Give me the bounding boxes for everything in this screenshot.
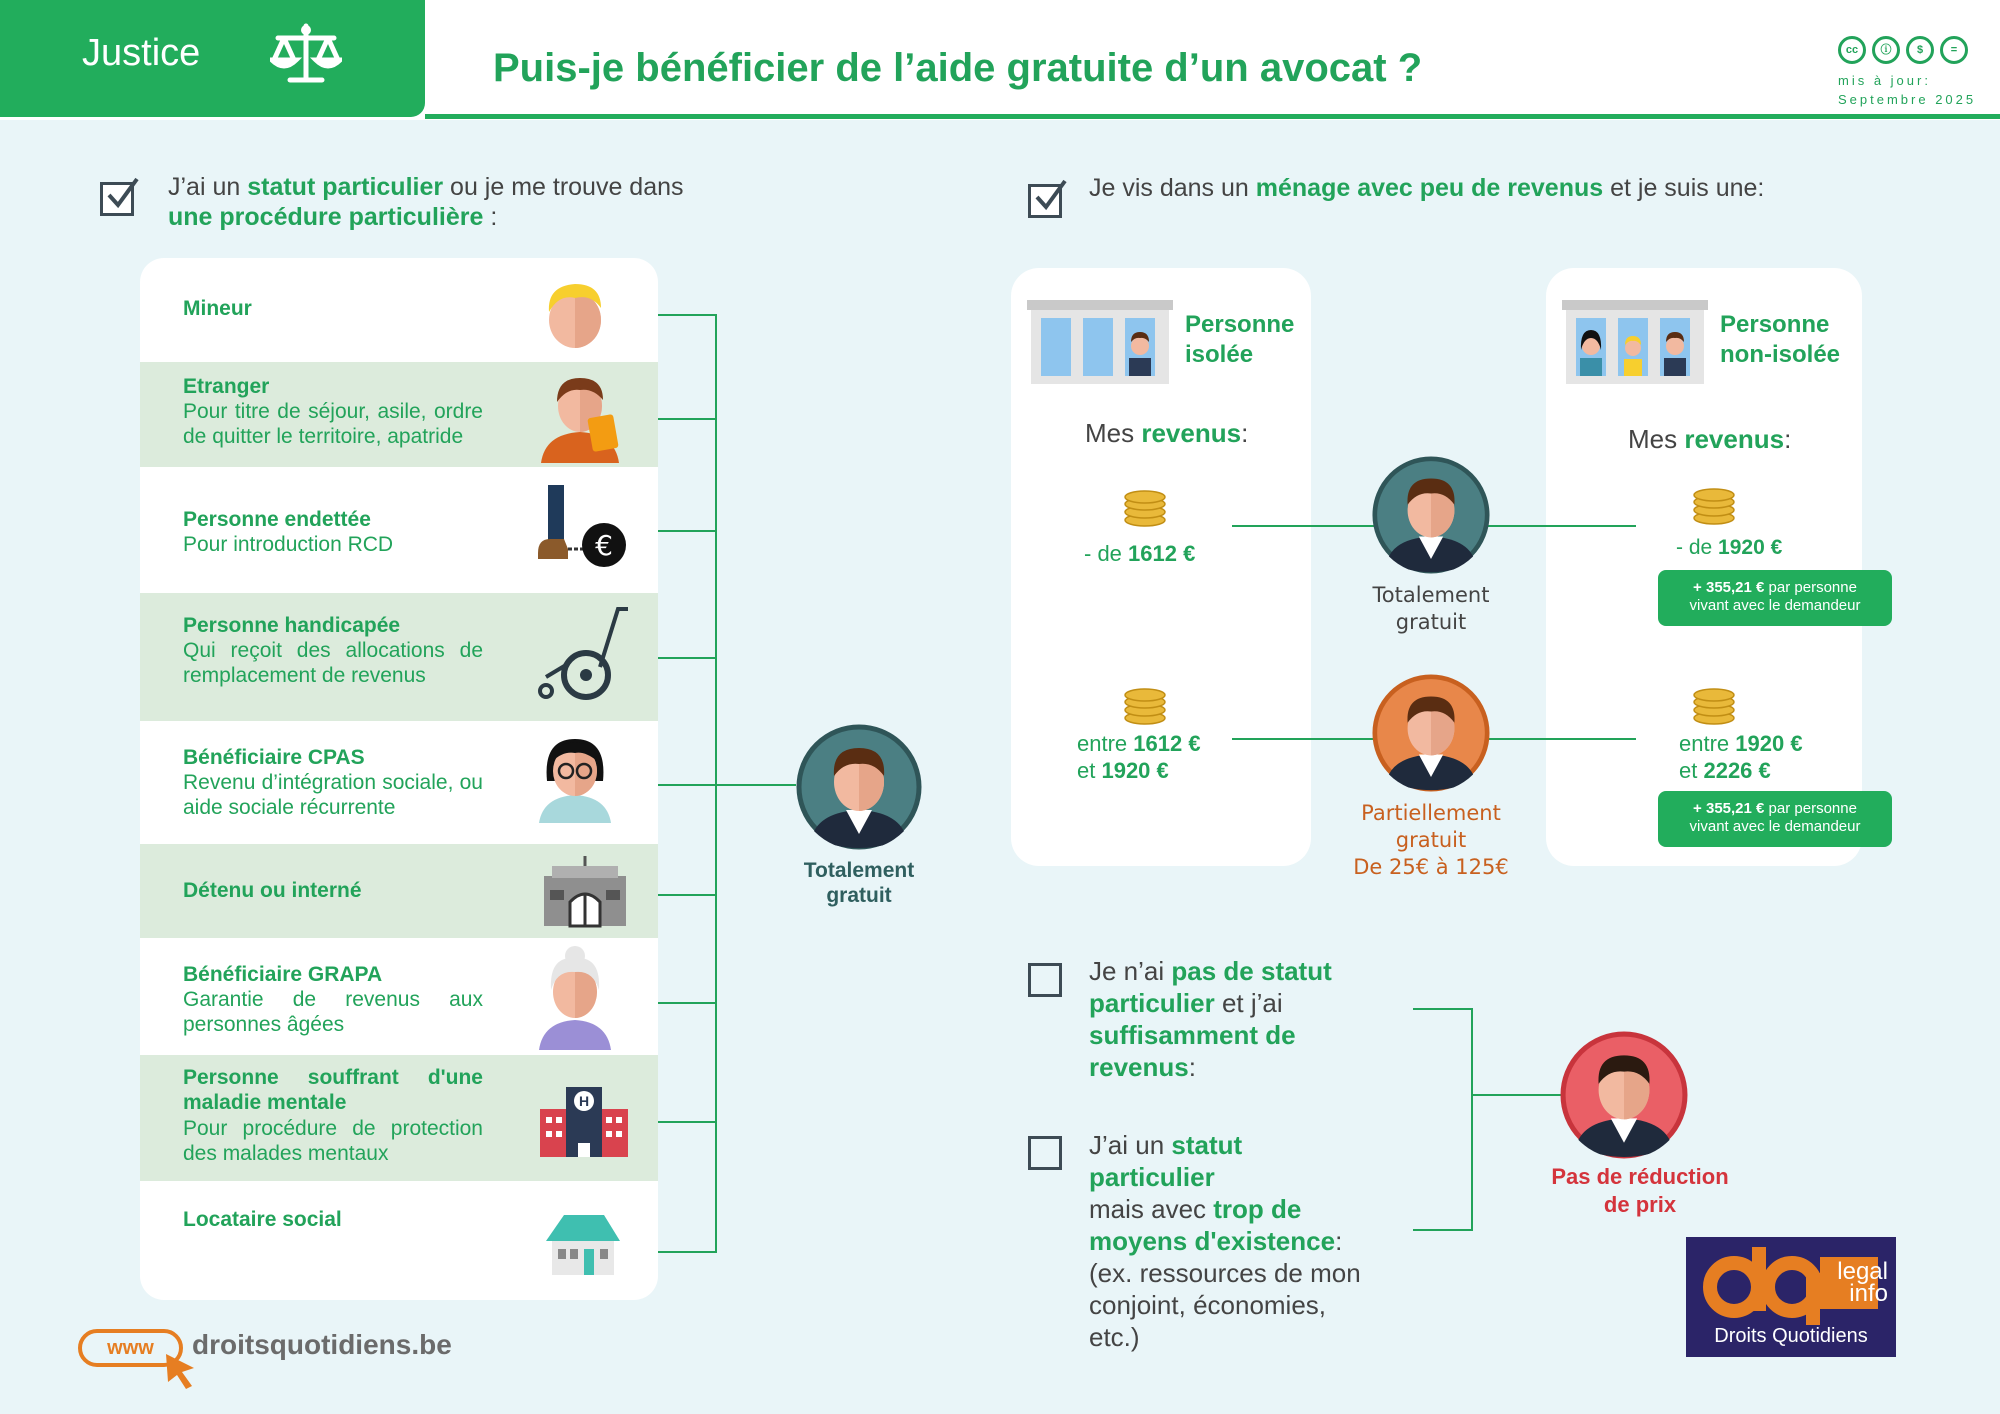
supplement-text: par personne [1764, 800, 1857, 817]
amount-value: 1612 € [1133, 731, 1201, 756]
intro-text: ou je me trouve dans [443, 173, 684, 201]
text: Je n’ai [1089, 956, 1172, 986]
text-highlight: statut [1171, 1130, 1243, 1160]
connector-line [658, 1002, 716, 1004]
connector-line [658, 657, 716, 659]
person-type-line: non-isolée [1720, 341, 1841, 368]
amount-prefix: et [1679, 758, 1704, 783]
left-intro [168, 172, 684, 232]
connector-line [658, 1251, 716, 1253]
text-highlight: particulier [1089, 988, 1215, 1018]
item-title: Personne endettée [183, 508, 371, 531]
list-item [140, 467, 658, 593]
coins-icon [1692, 688, 1736, 726]
amount-prefix: - de [1084, 541, 1129, 566]
result-label-free [780, 858, 938, 908]
intro-text: Je vis dans un [1089, 174, 1256, 202]
list-item [140, 721, 658, 844]
category-label: Justice [82, 32, 201, 74]
logo-info: info [1849, 1280, 1888, 1307]
page-title: Puis-je bénéficier de l’aide gratuite d’un avocat ? [493, 46, 1423, 90]
list-item [140, 258, 658, 362]
logo-legal: legal [1837, 1258, 1888, 1285]
connector-line [1488, 525, 1636, 527]
amount-prefix: entre [1077, 731, 1134, 756]
supplement-text: par personne [1764, 579, 1857, 596]
intro-highlight: une procédure particulière [168, 203, 484, 231]
connector-line [658, 1121, 716, 1123]
item-subtitle: Pour titre de séjour, asile, ordre de quitter le territoire, apatride [183, 400, 483, 448]
item-subtitle: Pour procédure de protection des malades mentaux [183, 1117, 483, 1165]
logo-text [1822, 1258, 1888, 1307]
result-text: gratuit [1395, 828, 1467, 852]
person-type-line: Personne [1720, 311, 1830, 338]
item-title: Etranger [183, 375, 270, 398]
intro-text: J’ai un [168, 173, 248, 201]
nd-icon: = [1940, 36, 1968, 64]
isolated-card [1011, 268, 1311, 866]
amount-prefix: - de [1676, 536, 1719, 559]
house-icon [544, 1211, 622, 1275]
text: : [1335, 1226, 1343, 1256]
result-fee-range: De 25€ à 125€ [1353, 855, 1509, 879]
amount-value: 1612 € [1128, 541, 1196, 566]
result-label-partial [1340, 800, 1522, 881]
droits-quotidiens-logo [1686, 1237, 1896, 1357]
amount-value: 2226 € [1703, 758, 1771, 783]
updated-label: mis à jour: [1838, 73, 1931, 88]
text-highlight: revenus [1089, 1052, 1189, 1082]
ball-and-chain-euro-icon [532, 485, 632, 575]
list-item [140, 593, 658, 721]
item-title: Bénéficiaire GRAPA [183, 963, 383, 986]
amount-value: 1920 € [1101, 758, 1169, 783]
connector-line [1232, 738, 1374, 740]
no-status-text [1089, 955, 1332, 1083]
result-label-free [1352, 582, 1510, 636]
checkbox-checked-icon [1028, 184, 1062, 218]
lawyer-avatar-red [1560, 1031, 1688, 1159]
child-icon [535, 272, 615, 352]
income-heading-bold: revenus [1141, 418, 1242, 448]
item-title: Mineur [183, 297, 252, 320]
text: etc.) [1089, 1322, 1140, 1352]
income-heading-text: Mes [1628, 424, 1685, 454]
income-threshold-low [1676, 534, 1782, 561]
supplement-badge [1658, 570, 1892, 626]
amount-value: 1920 € [1718, 536, 1783, 559]
text: conjoint, économies, [1089, 1290, 1327, 1320]
result-text: Totalement gratuit [803, 859, 915, 907]
text-highlight: pas de statut [1171, 956, 1332, 986]
income-heading-colon: : [1784, 424, 1792, 454]
item-title: Personne souffrant d'une maladie mentale [183, 1066, 483, 1114]
update-note [1838, 71, 1976, 109]
wheelchair-icon [536, 603, 636, 703]
lawyer-avatar-teal [1372, 456, 1490, 574]
amount-prefix: et [1077, 758, 1102, 783]
amount-prefix: entre [1679, 731, 1736, 756]
item-subtitle: Pour introduction RCD [183, 533, 394, 556]
prison-icon [542, 856, 628, 928]
foreigner-icon [535, 368, 625, 463]
item-subtitle: Qui reçoit des allocations de remplacement de revenus [183, 639, 483, 687]
connector-line [658, 894, 716, 896]
cc-icon: cc [1838, 36, 1866, 64]
connector-line [1232, 525, 1374, 527]
lawyer-avatar-teal [796, 724, 922, 850]
status-list-card [140, 258, 658, 1300]
result-text: Pas de réduction [1551, 1164, 1729, 1189]
list-item [140, 362, 658, 467]
social-worker-icon [535, 731, 615, 823]
income-heading-colon: : [1241, 418, 1249, 448]
income-heading [1628, 424, 1791, 455]
item-title: Locataire social [183, 1208, 342, 1231]
family-window-icon [1562, 300, 1708, 384]
result-text: Partiellement [1361, 801, 1501, 825]
item-subtitle: Revenu d’intégration sociale, ou aide sociale récurrente [183, 771, 483, 819]
supplement-amount: + 355,21 € [1693, 579, 1765, 596]
website-link[interactable]: droitsquotidiens.be [192, 1329, 452, 1360]
connector-line [1488, 738, 1636, 740]
amount-value: 1920 € [1735, 731, 1803, 756]
checkbox-checked-icon [100, 182, 134, 216]
connector-line [658, 418, 716, 420]
connector-line [1413, 1008, 1473, 1010]
scales-of-justice-icon [270, 22, 342, 86]
income-heading-bold: revenus [1684, 424, 1785, 454]
coins-icon [1123, 490, 1167, 528]
supplement-badge [1658, 791, 1892, 847]
connector-line [658, 530, 716, 532]
non-isolated-card [1546, 268, 1862, 866]
category-tab [0, 0, 425, 117]
income-heading [1085, 418, 1248, 449]
supplement-amount: + 355,21 € [1693, 800, 1765, 817]
svg-text:H: H [578, 1093, 590, 1109]
list-item [140, 1055, 658, 1181]
coins-icon [1123, 688, 1167, 726]
connector-line [658, 784, 716, 786]
text-highlight: particulier [1089, 1162, 1215, 1192]
intro-text: : [483, 203, 498, 231]
checkbox-empty-icon [1028, 1136, 1062, 1170]
supplement-text: vivant avec le demandeur [1689, 818, 1861, 835]
item-title: Personne handicapée [183, 614, 401, 637]
intro-text: et je suis une: [1603, 174, 1765, 202]
person-type-isolated [1185, 310, 1294, 370]
item-title: Bénéficiaire CPAS [183, 746, 365, 769]
text: (ex. ressources de mon [1089, 1258, 1361, 1288]
income-threshold-low [1084, 540, 1195, 567]
person-type-line: isolée [1185, 341, 1254, 368]
item-subtitle: Garantie de revenus aux personnes âgées [183, 988, 483, 1036]
updated-date: Septembre 2025 [1838, 92, 1977, 107]
text: : [1188, 1052, 1196, 1082]
connector-trunk [1471, 1008, 1473, 1231]
checkbox-empty-icon [1028, 963, 1062, 997]
header-divider [425, 114, 2000, 119]
intro-highlight: ménage avec peu de revenus [1255, 174, 1604, 202]
list-item [140, 844, 658, 938]
person-type-non-isolated [1720, 310, 1840, 370]
supplement-text: vivant avec le demandeur [1689, 597, 1861, 614]
single-window-icon [1027, 300, 1173, 384]
text-highlight: moyens d'existence [1089, 1226, 1336, 1256]
hospital-icon [540, 1087, 628, 1157]
text-highlight: trop de [1213, 1194, 1302, 1224]
connector-line [658, 314, 716, 316]
connector-line [1413, 1229, 1473, 1231]
item-title: Détenu ou interné [183, 879, 362, 902]
nc-icon: $ [1906, 36, 1934, 64]
list-item [140, 1181, 658, 1300]
text: J’ai un [1089, 1130, 1172, 1160]
intro-highlight: statut particulier [247, 173, 444, 201]
list-item [140, 938, 658, 1055]
right-intro [1089, 173, 1764, 203]
svg-text:€: € [595, 529, 613, 562]
income-threshold-mid [1077, 730, 1201, 784]
lawyer-avatar-orange [1372, 674, 1490, 792]
logo-name: Droits Quotidiens [1714, 1325, 1868, 1347]
too-much-means-text [1089, 1129, 1361, 1353]
income-heading-text: Mes [1085, 418, 1142, 448]
connector-line [1472, 1094, 1562, 1096]
elderly-woman-icon [535, 946, 615, 1050]
connector-line [716, 784, 796, 786]
result-text: de prix [1603, 1192, 1677, 1217]
income-threshold-mid [1679, 730, 1803, 784]
coins-icon [1692, 488, 1736, 526]
result-text: Totalement [1372, 583, 1490, 607]
text: mais avec [1089, 1194, 1214, 1224]
person-type-line: Personne [1185, 311, 1295, 338]
text-highlight: suffisamment de [1089, 1020, 1296, 1050]
result-label-no-reduction [1530, 1163, 1750, 1219]
www-text: www [107, 1337, 154, 1359]
by-icon: ⓘ [1872, 36, 1900, 64]
text: et j’ai [1214, 988, 1283, 1018]
result-text: gratuit [1395, 610, 1467, 634]
